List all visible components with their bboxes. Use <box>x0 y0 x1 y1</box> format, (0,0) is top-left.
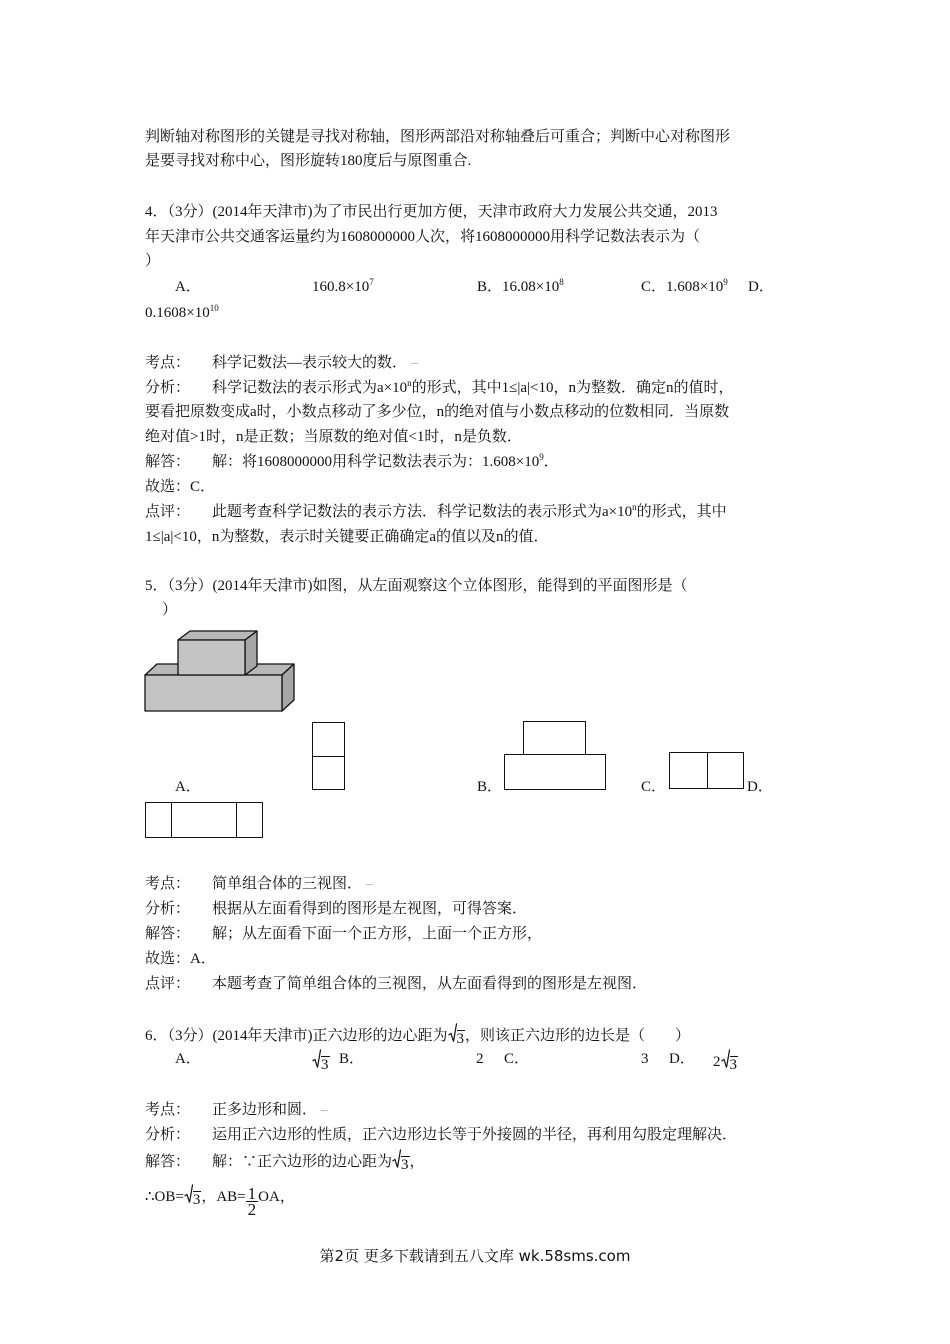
option-b-bottom-rect <box>504 754 606 790</box>
q4-option-a-label: A． <box>175 279 201 295</box>
one-half-fraction: $\frac{1}{2}$ <box>247 1184 257 1219</box>
q5-stem-1: 5．（3分）(2014年天津市)如图，从左面观察这个立体图形，能得到的平面图形是（ <box>145 578 688 594</box>
q6-option-d-value: 2 3 <box>713 1049 738 1075</box>
option-a-bottom-square <box>312 756 345 790</box>
option-d-left-divider <box>171 802 172 838</box>
q4-fenxi-1: 分析： 科学记数法的表示形式为$a\times 10^n$的形式，其中1≤|a|<10，n为整数．确定n的值时， <box>145 378 734 396</box>
q5-option-d-label: D． <box>747 779 773 795</box>
option-a-top-square <box>312 722 345 757</box>
q5-stem-2: ） <box>162 602 178 618</box>
q4-kaodian: 考点： 科学记数法—表示较大的数． <box>145 353 418 373</box>
q5-dianping: 点评： 本题考查了简单组合体的三视图，从左面看得到的图形是左视图． <box>145 976 648 992</box>
q5-option-b-label: B． <box>477 779 503 795</box>
q5-kaodian: 考点： 简单组合体的三视图． <box>145 874 373 894</box>
option-c-left-square <box>669 752 708 789</box>
q4-stem-2: 年天津市公共交通客运量约为1608000000人次，将1608000000用科学记数法表示为（ <box>145 229 701 245</box>
solid-bottom-front-face <box>145 675 282 711</box>
option-b-top-rect <box>523 721 586 755</box>
q5-option-c-label: C． <box>641 779 667 795</box>
q4-option-a-value: $160.8\times 10^7$ <box>312 277 374 295</box>
q6-stem-sqrt: 3 <box>448 1023 466 1049</box>
q6-option-c-value: 3 <box>641 1051 649 1067</box>
page-footer: 第2页 更多下载请到五八文库 wk.58sms.com <box>319 1247 631 1265</box>
solid-figure <box>140 626 300 716</box>
solid-top-top-face <box>178 631 257 640</box>
q6-option-a-label: A． <box>175 1051 201 1067</box>
q4-option-c: C．$1.608\times 10^9$ <box>641 277 728 295</box>
option-c-right-square <box>707 752 744 789</box>
q4-option-d-value: $0.1608\times 10^{10}$ <box>145 303 219 321</box>
q6-option-b-label: B． <box>339 1051 365 1067</box>
option-d-right-divider <box>236 802 237 838</box>
intro-line-1: 判断轴对称图形的关键是寻找对称轴，图形两部沿对称轴叠后可重合；判断中心对称图形 <box>145 129 731 145</box>
q6-therefore: ∴OB= 3，AB= $\frac{1}{2}$ OA， <box>145 1184 295 1219</box>
intro-line-2: 是要寻找对称中心，图形旋转180度后与原图重合. <box>145 153 472 169</box>
q6-option-a-value: 3 <box>312 1049 330 1075</box>
q5-option-a-label: A． <box>175 779 201 795</box>
q6-fenxi: 分析： 运用正六边形的性质，正六边形边长等于外接圆的半径，再利用勾股定理解决． <box>145 1127 738 1143</box>
solid-top-front-face <box>178 640 245 675</box>
q6-option-d-label: D． <box>669 1051 695 1067</box>
q4-fenxi-3: 绝对值>1时，n是正数；当原数的绝对值<1时，n是负数． <box>145 429 522 445</box>
q5-jieda: 解答： 解；从左面看下面一个正方形，上面一个正方形， <box>145 926 543 942</box>
q6-option-c-label: C． <box>504 1051 530 1067</box>
q6-option-b-value: 2 <box>476 1051 484 1067</box>
q6-kaodian: 考点： 正多边形和圆． <box>145 1100 328 1120</box>
q6-stem: 6．（3分）(2014年天津市)正六边形的边心距为 3，则该正六边形的边长是（ ） <box>145 1023 690 1049</box>
q4-option-d-label: D． <box>748 279 774 295</box>
q4-jieda: 解答： 解：将1608000000用科学记数法表示为：$1.608\times 10^9$． <box>145 452 559 470</box>
q5-fenxi: 分析： 根据从左面看得到的图形是左视图，可得答案． <box>145 901 528 917</box>
q6-jieda: 解答： 解：∵正六边形的边心距为 3， <box>145 1149 425 1175</box>
q4-answer: 故选：C． <box>145 479 216 495</box>
q4-dianping-2: 1≤|a|<10，n为整数，表示时关键要正确确定a的值以及n的值． <box>145 529 549 545</box>
q4-dianping-1: 点评： 此题考查科学记数法的表示方法．科学记数法的表示形式为$a\times 10^n$的形式，其中 <box>145 502 727 520</box>
q4-option-b: B．$16.08\times 10^8$ <box>477 277 564 295</box>
q4-stem-3: ） <box>145 253 161 269</box>
option-d-rect <box>145 802 263 838</box>
q4-stem-1: 4．（3分）(2014年天津市)为了市民出行更加方便，天津市政府大力发展公共交通，2013 <box>145 204 718 220</box>
q4-fenxi-2: 要看把原数变成a时，小数点移动了多少位，n的绝对值与小数点移动的位数相同．当原数 <box>145 404 730 420</box>
q5-answer: 故选：A． <box>145 951 216 967</box>
